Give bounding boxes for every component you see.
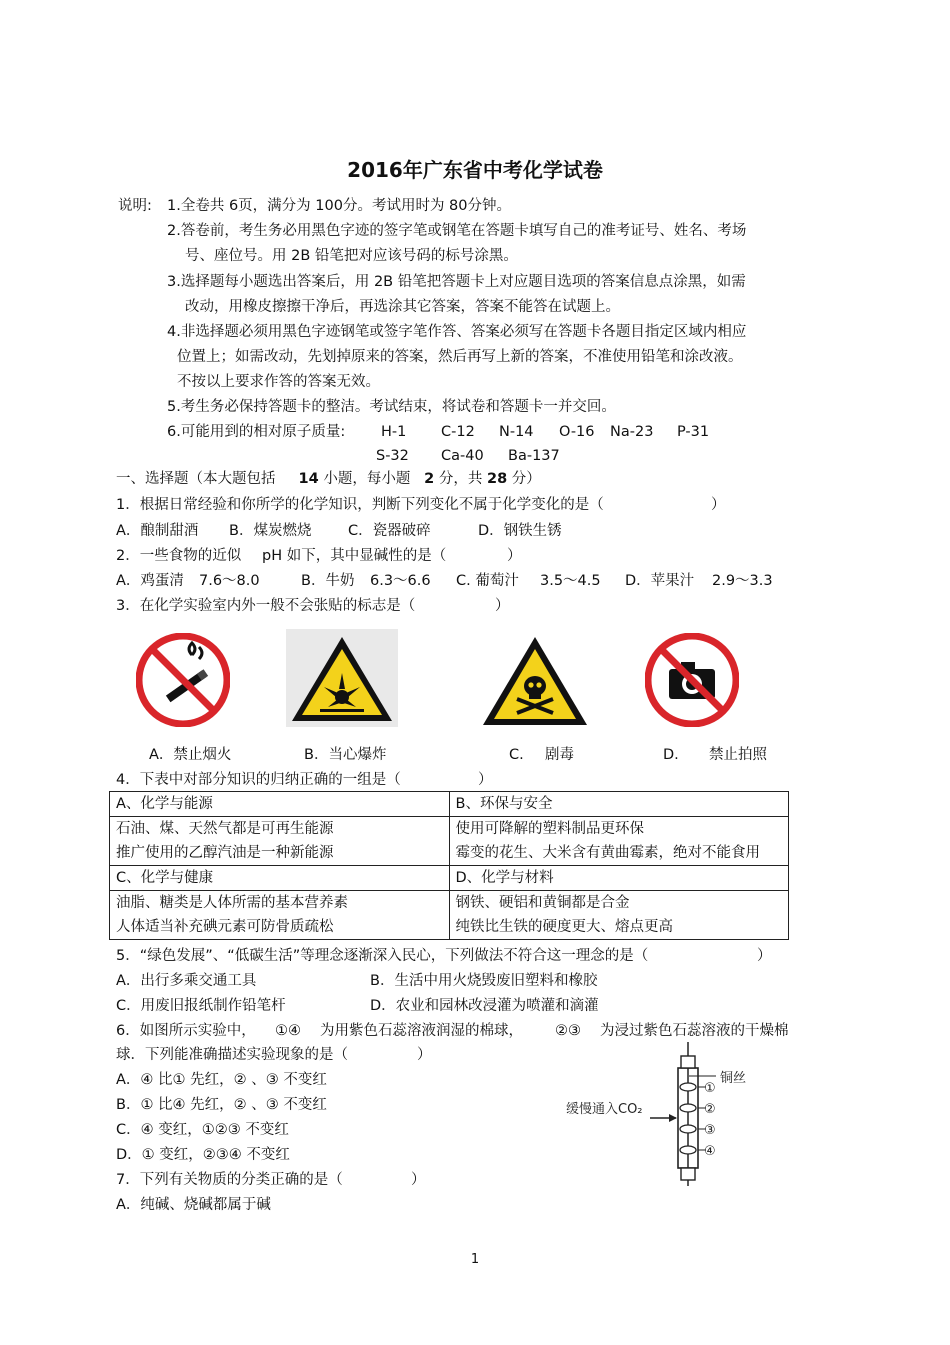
section1-heading: 一、选择题（本大题包括 14 小题，每小题 2 分，共 28 分） (116, 471, 541, 487)
instruction-4-cont2: 不按以上要求作答的答案无效。 (177, 374, 380, 390)
q6-stem2: 为用紫色石蕊溶液润湿的棉球， (320, 1023, 523, 1039)
toxic-warning-icon (479, 633, 591, 729)
mass-s: S-32 (376, 448, 409, 464)
q6-marker-23: ②③ (555, 1023, 581, 1039)
mass-ba: Ba-137 (508, 448, 560, 464)
q5-option-a: A．出行多乘交通工具 (116, 973, 257, 989)
mass-na: Na-23 (610, 424, 654, 440)
instruction-4: 4.非选择题必须用黑色字迹钢笔或签字笔作答、答案必须写在答题卡各题目指定区域内相应 (167, 324, 747, 340)
q5-close: ） (757, 948, 772, 964)
q2-option-d: D．苹果汁 (625, 573, 695, 589)
q1-option-d: D．钢铁生锈 (478, 523, 562, 539)
q2-option-d-value: 2.9～3.3 (712, 573, 773, 589)
ball-3-marker: ③ (704, 1123, 716, 1138)
q3-option-d: 禁止拍照 (709, 747, 767, 763)
q3-option-b: B．当心爆炸 (304, 747, 387, 763)
q6-close: ） (417, 1047, 432, 1063)
table-cell-c-head: C、化学与健康 (110, 866, 450, 891)
ball-1-marker: ① (704, 1081, 716, 1096)
q2-stem2: pH 如下，其中显碱性的是（ (262, 548, 447, 564)
instruction-1: 1.全卷共 6页，满分为 100分。考试用时为 80分钟。 (167, 198, 512, 214)
ball-4-marker: ④ (704, 1144, 716, 1159)
q5-stem: 5．“绿色发展”、“低碳生活”等理念逐渐深入民心，下列做法不符合这一理念的是（ (116, 948, 649, 964)
q5-option-b: B．生活中用火烧毁废旧塑料和橡胶 (370, 973, 598, 989)
q7-stem: 7．下列有关物质的分类正确的是（ (116, 1172, 343, 1188)
mass-h: H-1 (381, 424, 407, 440)
q6-option-a: A．④ 比① 先红，② 、③ 不变红 (116, 1072, 327, 1088)
section1-each: 2 (424, 471, 435, 487)
q6-marker-14: ①④ (275, 1023, 301, 1039)
copper-wire-label: 铜丝 (720, 1071, 747, 1086)
q6-option-b: B．① 比④ 先红，② 、③ 不变红 (116, 1097, 327, 1113)
q7-option-a: A．纯碱、烧碱都属于碱 (116, 1197, 271, 1213)
mass-p: P-31 (677, 424, 710, 440)
q5-option-c: C．用废旧报纸制作铅笔杆 (116, 998, 286, 1014)
no-photography-icon (645, 633, 739, 727)
co2-apparatus-diagram (548, 1040, 768, 1190)
ball-2-marker: ② (704, 1102, 716, 1117)
section1-total: 28 (486, 471, 508, 487)
q6-option-d: D．① 变红，②③④ 不变红 (116, 1147, 290, 1163)
q6-stem: 6．如图所示实验中， (116, 1023, 256, 1039)
instruction-2-cont: 号、座位号。用 2B 铅笔把对应该号码的标号涂黑。 (185, 248, 518, 264)
q2-close: ） (507, 548, 522, 564)
instruction-6: 6.可能用到的相对原子质量: (167, 424, 346, 440)
q3-option-d-letter: D. (663, 747, 679, 763)
q2-option-a-value: 7.6～8.0 (199, 573, 260, 589)
q1-close: ） (711, 497, 726, 513)
mass-c: C-12 (441, 424, 475, 440)
table-cell-d-body: 钢铁、硬铝和黄铜都是合金 纯铁比生铁的硬度更大、熔点更高 (449, 891, 789, 940)
table-cell-b-body: 使用可降解的塑料制品更环保 霉变的花生、大米含有黄曲霉素，绝对不能食用 (449, 817, 789, 866)
q7-close: ） (411, 1172, 426, 1188)
q6-line2: 球．下列能准确描述实验现象的是（ (116, 1047, 348, 1063)
table-cell-a-body: 石油、煤、天然气都是可再生能源 推广使用的乙醇汽油是一种新能源 (110, 817, 450, 866)
q4-close: ） (478, 772, 493, 788)
q3-option-c-letter: C. (509, 747, 524, 763)
mass-n: N-14 (499, 424, 534, 440)
q3-option-c: 剧毒 (545, 747, 574, 763)
q2-option-c-value: 3.5～4.5 (540, 573, 601, 589)
q1-option-b: B．煤炭燃烧 (229, 523, 312, 539)
instruction-4-cont: 位置上；如需改动，先划掉原来的答案，然后再写上新的答案，不准使用铅笔和涂改液。 (177, 349, 743, 365)
co2-inlet-label: 缓慢通入CO₂ (566, 1102, 643, 1117)
table-cell-c-body: 油脂、糖类是人体所需的基本营养素 人体适当补充碘元素可防骨质疏松 (110, 891, 450, 940)
table-cell-a-head: A、化学与能源 (110, 792, 450, 817)
q2-option-b: B．牛奶 (301, 573, 355, 589)
q6-stem3: 为浸过紫色石蕊溶液的干燥棉 (600, 1023, 789, 1039)
no-smoking-icon (136, 633, 230, 727)
instruction-2: 2.答卷前，考生务必用黑色字迹的签字笔或钢笔在答题卡填写自己的准考证号、姓名、考场 (167, 223, 747, 239)
table-cell-b-head: B、环保与安全 (449, 792, 789, 817)
page-number: 1 (470, 1252, 480, 1267)
knowledge-table (109, 791, 789, 940)
q1-option-a: A．酿制甜酒 (116, 523, 199, 539)
q5-option-d: D．农业和园林改浸灌为喷灌和滴灌 (370, 998, 599, 1014)
page-title: 2016年广东省中考化学试卷 (347, 158, 603, 182)
table-cell-d-head: D、化学与材料 (449, 866, 789, 891)
q3-stem: 3．在化学实验室内外一般不会张贴的标志是（ (116, 598, 416, 614)
q1-option-c: C．瓷器破碎 (348, 523, 431, 539)
section1-count: 14 (298, 471, 319, 487)
mass-ca: Ca-40 (441, 448, 484, 464)
q2-option-b-value: 6.3～6.6 (370, 573, 431, 589)
q3-option-a: A．禁止烟火 (149, 747, 232, 763)
mass-o: O-16 (559, 424, 595, 440)
q2-option-c: C. 葡萄汁 (456, 573, 519, 589)
explosion-warning-icon (286, 629, 398, 727)
q4-stem: 4．下表中对部分知识的归纳正确的一组是（ (116, 772, 401, 788)
q2-stem: 2．一些食物的近似 (116, 548, 242, 564)
q1-stem: 1．根据日常经验和你所学的化学知识，判断下列变化不属于化学变化的是（ (116, 497, 604, 513)
instruction-3: 3.选择题每小题选出答案后，用 2B 铅笔把答题卡上对应题目选项的答案信息点涂黑，如需 (167, 274, 746, 290)
instruction-3-cont: 改动，用橡皮擦擦干净后，再选涂其它答案，答案不能答在试题上。 (185, 299, 620, 315)
q2-option-a: A．鸡蛋清 (116, 573, 184, 589)
instructions-label: 说明: (118, 198, 152, 214)
instruction-5: 5.考生务必保持答题卡的整洁。考试结束，将试卷和答题卡一并交回。 (167, 399, 616, 415)
q6-option-c: C．④ 变红，①②③ 不变红 (116, 1122, 289, 1138)
q3-close: ） (495, 598, 510, 614)
